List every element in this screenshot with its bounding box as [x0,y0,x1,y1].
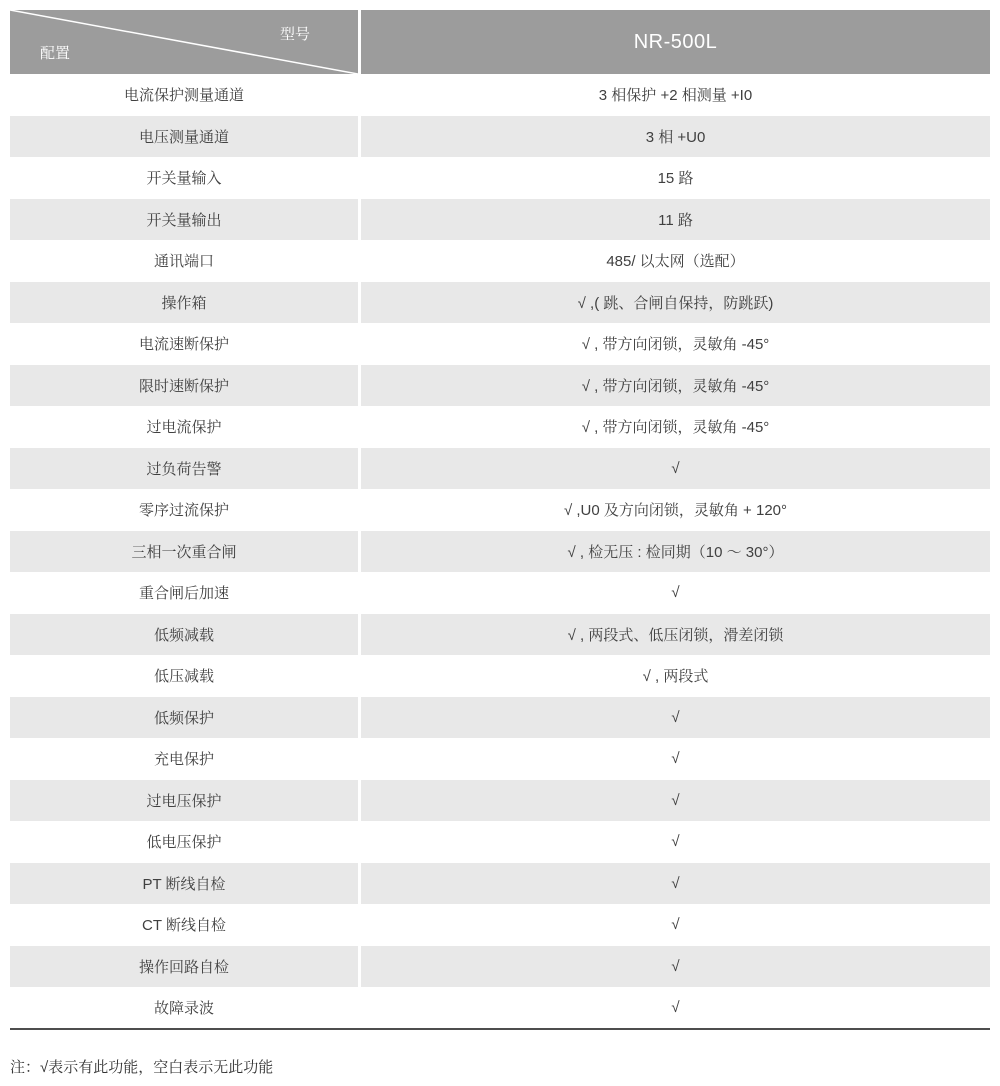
row-label: 开关量输出 [10,199,358,241]
table-row [10,116,990,158]
row-label: PT 断线自检 [10,863,358,905]
table-row [10,780,990,822]
table-row [10,987,990,1029]
footnote: 注：√表示有此功能，空白表示无此功能 [10,1059,274,1076]
row-value: 485/ 以太网（选配） [606,253,745,271]
row-label: 重合闸后加速 [138,585,229,603]
row-value: √ , 带方向闭锁，灵敏角 -45° [581,336,770,354]
row-value: 3 相 +U0 [361,116,990,158]
table-body [10,74,990,1029]
row-label: 低压减载 [153,668,214,686]
row-value: √ [361,946,990,988]
row-value: √ [671,750,680,768]
row-value: √ ,( 跳、合闸自保持，防跳跃) [361,282,990,324]
table-row [10,697,990,739]
row-value: √ , 两段式、低压闭锁，滑差闭锁 [361,614,990,656]
row-value: 11 路 [361,199,990,241]
table-row [10,489,990,531]
row-value: √ , 检无压 : 检同期（10 ～ 30°） [361,531,990,573]
row-label: 零序过流保护 [138,502,229,520]
row-value: √ [671,916,680,934]
table-row [10,946,990,988]
row-value: √ [671,584,680,602]
row-label: 通讯端口 [153,253,214,271]
table-row [10,199,990,241]
header-model-cell [361,10,990,74]
row-value: √ , 两段式 [642,668,709,686]
table-row [10,572,990,614]
row-label: 过电流保护 [146,419,222,437]
table-row [10,240,990,282]
row-label: 故障录波 [153,1000,214,1018]
table-bottom-border [10,1028,990,1030]
row-value: √ [361,863,990,905]
table-row [10,282,990,324]
row-label: 充电保护 [153,751,214,769]
corner-config-label: 配置 [40,45,71,62]
table-row [10,821,990,863]
row-value: √ [671,833,680,851]
row-value: √ [671,999,680,1017]
table-row [10,655,990,697]
row-value: √ [361,780,990,822]
corner-model-label: 型号 [279,26,310,43]
table-row [10,365,990,407]
row-label: 低频减载 [10,614,358,656]
header-corner-cell [10,10,358,74]
row-label: 低电压保护 [146,834,222,852]
table-row [10,614,990,656]
table-row [10,863,990,905]
row-value: 15 路 [657,170,694,188]
model-name: NR-500L [633,30,718,53]
table-row [10,323,990,365]
row-label: 三相一次重合闸 [10,531,358,573]
table-row [10,448,990,490]
row-label: 过负荷告警 [10,448,358,490]
row-label: 开关量输入 [146,170,222,188]
table-row [10,531,990,573]
row-label: 电流保护测量通道 [123,87,244,105]
row-label: 低频保护 [10,697,358,739]
table-row [10,157,990,199]
row-label: 电压测量通道 [10,116,358,158]
table-row [10,738,990,780]
table-header-row [10,10,990,74]
spec-table [10,10,990,1029]
table-row [10,406,990,448]
table-row [10,74,990,116]
row-value: √ [361,448,990,490]
table-row [10,904,990,946]
row-value: √ ,U0 及方向闭锁，灵敏角 + 120° [563,502,788,520]
row-value: √ [361,697,990,739]
row-label: 电流速断保护 [138,336,229,354]
row-value: √ , 带方向闭锁，灵敏角 -45° [581,419,770,437]
row-value: 3 相保护 +2 相测量 +I0 [598,87,753,105]
row-value: √ , 带方向闭锁，灵敏角 -45° [361,365,990,407]
row-label: 操作箱 [10,282,358,324]
row-label: CT 断线自检 [142,917,226,935]
row-label: 限时速断保护 [10,365,358,407]
row-label: 过电压保护 [10,780,358,822]
row-label: 操作回路自检 [10,946,358,988]
